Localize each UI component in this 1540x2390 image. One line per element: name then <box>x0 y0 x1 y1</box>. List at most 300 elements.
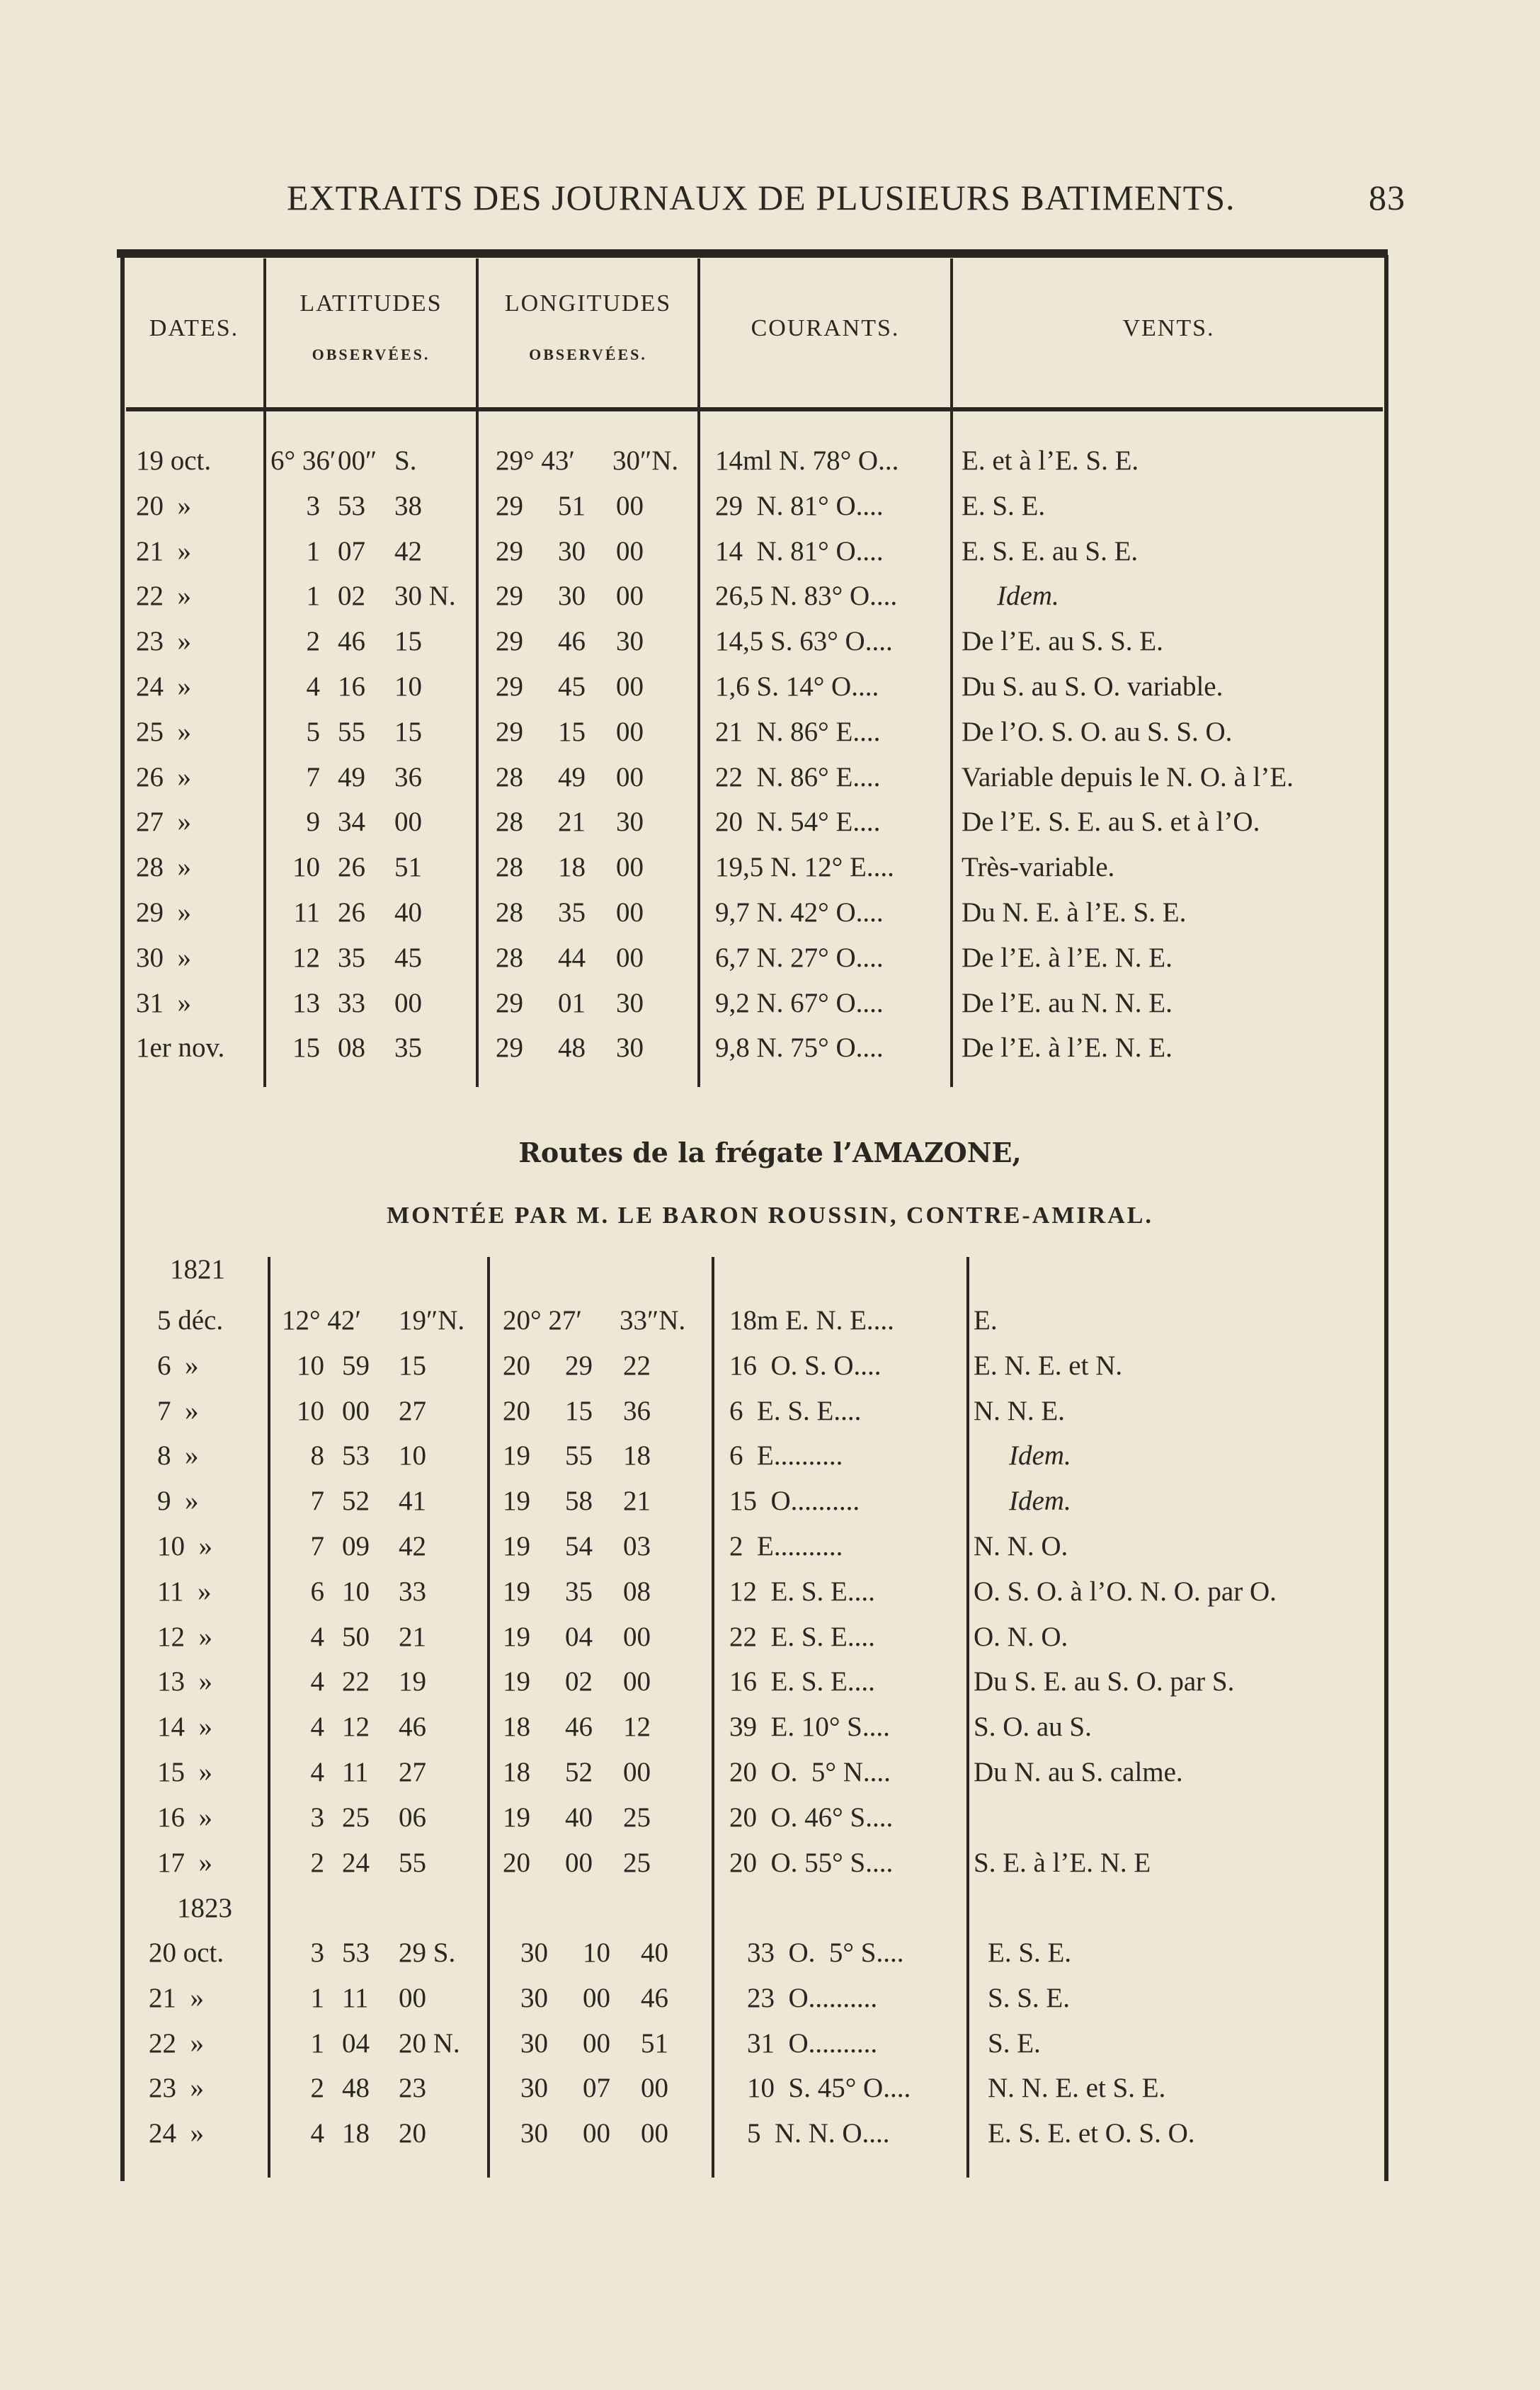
latitude-sec: 20 <box>399 2118 426 2149</box>
longitude-deg: 29 <box>496 671 523 702</box>
table-row <box>0 987 1540 1032</box>
longitude-deg: 20 <box>503 1847 530 1878</box>
vent-cell: De l’E. S. E. au S. et à l’O. <box>962 807 1260 838</box>
table-row <box>0 1485 1540 1530</box>
courant-cell: 22 N. 86° E.... <box>715 761 881 792</box>
latitude-sec: 20 N. <box>399 2027 460 2059</box>
vent-cell: E. <box>974 1305 998 1336</box>
courant-cell: 6,7 N. 27° O.... <box>715 942 884 973</box>
longitude-sec: 30 <box>616 1032 644 1064</box>
longitude-deg: 19 <box>503 1531 530 1561</box>
table-row <box>0 761 1540 806</box>
date-cell: 31 » <box>136 987 191 1018</box>
courant-cell: 14 N. 81° O.... <box>715 535 884 567</box>
courant-cell: 19,5 N. 12° E.... <box>715 852 894 883</box>
longitude-deg: 19 <box>503 1486 530 1517</box>
vent-cell: E. S. E. <box>962 490 1046 521</box>
longitude-deg: 29 <box>496 581 523 612</box>
latitude-deg: 3 <box>310 1937 324 1968</box>
latitude-sec: 42 <box>399 1531 426 1561</box>
longitude-deg: 28 <box>496 897 523 928</box>
vent-cell: Du N. E. à l’E. S. E. <box>962 897 1187 928</box>
latitude-min: 59 <box>342 1350 370 1381</box>
latitude-sec: 41 <box>399 1486 426 1517</box>
latitude-deg-min: 12° 42′ <box>282 1305 361 1336</box>
longitude-sec: 00 <box>623 1757 651 1787</box>
table-row <box>0 445 1540 489</box>
longitude-min: 07 <box>583 2073 610 2104</box>
col-header-courants: COURANTS. <box>751 315 900 341</box>
latitude-deg: 13 <box>292 987 320 1018</box>
table-row <box>0 1576 1540 1620</box>
latitude-sec: 15 <box>394 716 422 747</box>
courant-cell: 31 O.......... <box>747 2027 878 2059</box>
latitude-sec: 51 <box>394 852 422 883</box>
courant-cell: 9,7 N. 42° O.... <box>715 897 884 928</box>
courant-cell: 39 E. 10° S.... <box>729 1712 890 1743</box>
longitude-sec: 00 <box>616 490 644 521</box>
latitude-deg: 1 <box>310 2027 324 2059</box>
page-title: EXTRAITS DES JOURNAUX DE PLUSIEURS BATIMENTS. <box>287 178 1236 217</box>
longitude-deg: 29 <box>496 626 523 657</box>
longitude-sec: 00 <box>616 761 644 792</box>
courant-cell: 20 O. 5° N.... <box>729 1757 891 1787</box>
latitude-deg: 2 <box>306 626 320 657</box>
longitude-min: 18 <box>558 852 586 883</box>
latitude-min: 33 <box>338 987 365 1018</box>
latitude-deg: 4 <box>310 1621 324 1652</box>
vent-cell: De l’O. S. O. au S. S. O. <box>962 716 1233 747</box>
vent-cell: N. N. E. <box>974 1395 1065 1426</box>
vent-cell: E. N. E. et N. <box>974 1350 1123 1381</box>
courant-cell: 6 E.......... <box>729 1440 843 1472</box>
longitude-min: 00 <box>583 2118 610 2149</box>
latitude-deg: 6° 36′ <box>270 445 336 476</box>
longitude-min: 49 <box>558 761 586 792</box>
vent-cell: De l’E. au S. S. E. <box>962 626 1163 657</box>
longitude-deg: 29 <box>496 1032 523 1064</box>
date-cell: 13 » <box>157 1666 212 1697</box>
longitude-deg: 30 <box>520 2027 548 2059</box>
longitude-sec: 21 <box>623 1486 651 1517</box>
vent-cell: Idem. <box>1009 1440 1071 1472</box>
courant-cell: 22 E. S. E.... <box>729 1621 875 1652</box>
latitude-deg: 15 <box>292 1032 320 1064</box>
latitude-deg: 4 <box>306 671 320 702</box>
vent-cell: De l’E. au N. N. E. <box>962 987 1173 1018</box>
table-row <box>0 671 1540 715</box>
latitude-sec: 42 <box>394 535 422 567</box>
date-cell: 22 » <box>136 581 191 612</box>
longitude-sec: 03 <box>623 1531 651 1561</box>
courant-cell: 23 O.......... <box>747 1982 878 2013</box>
courant-cell: 6 E. S. E.... <box>729 1395 862 1426</box>
longitude-sec: 00 <box>616 671 644 702</box>
latitude-sec: 38 <box>394 490 422 521</box>
longitude-deg: 20 <box>503 1395 530 1426</box>
longitude-min: 02 <box>565 1666 593 1697</box>
latitude-deg: 3 <box>310 1802 324 1833</box>
col-header-longitudes: LONGITUDES OBSERVÉES. <box>504 290 672 363</box>
latitude-min: 12 <box>342 1712 370 1743</box>
latitude-sec: 55 <box>399 1847 426 1878</box>
longitude-min: 54 <box>565 1531 593 1561</box>
vent-cell: E. S. E. au S. E. <box>962 535 1139 567</box>
vent-cell: S. S. E. <box>988 1982 1070 2013</box>
latitude-sec: 35 <box>394 1032 422 1064</box>
date-cell: 17 » <box>157 1847 212 1878</box>
latitude-deg: 4 <box>310 1666 324 1697</box>
date-cell: 20 oct. <box>149 1937 224 1968</box>
date-cell: 24 » <box>149 2118 204 2149</box>
table-row <box>0 1350 1540 1394</box>
courant-cell: 15 O.......... <box>729 1486 860 1517</box>
latitude-min: 07 <box>338 535 365 567</box>
courant-cell: 9,8 N. 75° O.... <box>715 1032 884 1064</box>
vent-cell: S. E. <box>988 2027 1041 2059</box>
vent-cell: O. N. O. <box>974 1621 1068 1652</box>
courant-cell: 20 N. 54° E.... <box>715 807 881 838</box>
table-row <box>0 625 1540 670</box>
longitude-sec: 30 <box>616 807 644 838</box>
latitude-sec: 40 <box>394 897 422 928</box>
longitude-deg: 19 <box>503 1802 530 1833</box>
latitude-sec: 27 <box>399 1757 426 1787</box>
latitude-sec: 00 <box>394 987 422 1018</box>
courant-cell: 20 O. 46° S.... <box>729 1802 894 1833</box>
date-cell: 16 » <box>157 1802 212 1833</box>
vent-cell: De l’E. à l’E. N. E. <box>962 1032 1173 1064</box>
longitude-min: 40 <box>565 1802 593 1833</box>
latitude-min: 09 <box>342 1531 370 1561</box>
table-row <box>0 1711 1540 1755</box>
longitude-deg: 29 <box>496 987 523 1018</box>
longitude-sec: 00 <box>623 1666 651 1697</box>
latitude-sec: 19 <box>399 1666 426 1697</box>
longitude-deg: 19 <box>503 1576 530 1607</box>
table-row <box>0 942 1540 986</box>
table-row <box>0 1621 1540 1666</box>
running-header <box>120 177 1405 227</box>
vent-cell: De l’E. à l’E. N. E. <box>962 942 1173 973</box>
courant-cell: 33 O. 5° S.... <box>747 1937 904 1968</box>
latitude-sec: 33 <box>399 1576 426 1607</box>
longitude-sec: 00 <box>641 2118 668 2149</box>
latitude-min: 53 <box>342 1937 370 1968</box>
longitude-min: 01 <box>558 987 586 1018</box>
latitude-min: 48 <box>342 2073 370 2104</box>
latitude-sec: 15 <box>394 626 422 657</box>
longitude-sec: 00 <box>616 581 644 612</box>
table-row <box>0 535 1540 580</box>
latitude-sec: 10 <box>399 1440 426 1472</box>
top-rule <box>117 249 1388 258</box>
date-cell: 21 » <box>136 535 191 567</box>
table-row <box>0 716 1540 761</box>
courant-cell: 16 O. S. O.... <box>729 1350 882 1381</box>
table-row <box>0 2072 1540 2117</box>
latitude-min: 53 <box>338 490 365 521</box>
longitude-deg: 30 <box>520 2118 548 2149</box>
vent-cell: N. N. E. et S. E. <box>988 2073 1166 2104</box>
latitude-sec: 36 <box>394 761 422 792</box>
longitude-deg: 18 <box>503 1712 530 1743</box>
latitude-sec: 30 N. <box>394 581 456 612</box>
longitude-deg: 28 <box>496 807 523 838</box>
longitude-sec: 25 <box>623 1802 651 1833</box>
page-number: 83 <box>1369 178 1405 217</box>
date-cell: 5 déc. <box>157 1305 224 1336</box>
vent-cell: Du S. E. au S. O. par S. <box>974 1666 1235 1697</box>
date-cell: 29 » <box>136 897 191 928</box>
latitude-min: 08 <box>338 1032 365 1064</box>
longitude-deg: 30 <box>520 1982 548 2013</box>
longitude-min: 35 <box>558 897 586 928</box>
courant-cell: 10 S. 45° O.... <box>747 2073 911 2104</box>
vent-cell: Idem. <box>1009 1486 1071 1517</box>
date-cell: 1er nov. <box>136 1032 225 1064</box>
date-cell: 23 » <box>149 2073 204 2104</box>
date-cell: 23 » <box>136 626 191 657</box>
latitude-min: 11 <box>342 1757 369 1787</box>
latitude-deg: 10 <box>292 852 320 883</box>
latitude-min: 16 <box>338 671 365 702</box>
longitude-sec: 22 <box>623 1350 651 1381</box>
latitude-deg: 7 <box>310 1531 324 1561</box>
longitude-sec: 30″N. <box>612 445 679 476</box>
vent-cell: Du N. au S. calme. <box>974 1757 1183 1787</box>
latitude-min: 34 <box>338 807 365 838</box>
table-row <box>0 1802 1540 1846</box>
longitude-min: 46 <box>565 1712 593 1743</box>
longitude-sec: 00 <box>616 897 644 928</box>
date-cell: 27 » <box>136 807 191 838</box>
longitude-min: 35 <box>565 1576 593 1607</box>
courant-cell: 12 E. S. E.... <box>729 1576 875 1607</box>
longitude-min: 29 <box>565 1350 593 1381</box>
latitude-deg: 7 <box>310 1486 324 1517</box>
longitude-deg-min: 20° 27′ <box>503 1305 582 1336</box>
vent-cell: Du S. au S. O. variable. <box>962 671 1224 702</box>
longitude-min: 00 <box>565 1847 593 1878</box>
longitude-min: 15 <box>558 716 586 747</box>
courant-cell: 2 E.......... <box>729 1531 843 1561</box>
latitude-min: 55 <box>338 716 365 747</box>
table-row <box>0 897 1540 941</box>
longitude-deg: 29 <box>496 716 523 747</box>
vent-cell: S. O. au S. <box>974 1712 1092 1743</box>
longitude-deg: 20 <box>503 1350 530 1381</box>
longitude-deg: 19 <box>503 1440 530 1472</box>
vent-cell: E. S. E. <box>988 1937 1072 1968</box>
latitude-deg: 3 <box>306 490 320 521</box>
latitude-sec: 27 <box>399 1395 426 1426</box>
longitude-sec: 00 <box>641 2073 668 2104</box>
date-cell: 10 » <box>157 1531 212 1561</box>
latitude-min: 50 <box>342 1621 370 1652</box>
latitude-min: 24 <box>342 1847 370 1878</box>
latitude-min: 11 <box>342 1982 369 2013</box>
latitude-sec: 23 <box>399 2073 426 2104</box>
courant-cell: 9,2 N. 67° O.... <box>715 987 884 1018</box>
longitude-min: 44 <box>558 942 586 973</box>
longitude-deg: 28 <box>496 942 523 973</box>
table-row <box>0 580 1540 625</box>
courant-cell: 29 N. 81° O.... <box>715 490 884 521</box>
courant-cell: 16 E. S. E.... <box>729 1666 875 1697</box>
longitude-deg-min: 29° 43′ <box>496 445 575 476</box>
table-row <box>0 851 1540 896</box>
date-cell: 28 » <box>136 852 191 883</box>
table-row <box>0 806 1540 850</box>
latitude-min: 53 <box>342 1440 370 1472</box>
year-label: 1823 <box>177 1893 232 1923</box>
latitude-deg: 2 <box>310 2073 324 2104</box>
latitude-sec: 00 <box>399 1982 426 2013</box>
latitude-min: 10 <box>342 1576 370 1607</box>
latitude-min: 18 <box>342 2118 370 2149</box>
vent-cell: O. S. O. à l’O. N. O. par O. <box>974 1576 1277 1607</box>
latitude-min: 46 <box>338 626 365 657</box>
longitude-sec: 08 <box>623 1576 651 1607</box>
header-rule <box>126 407 1383 411</box>
longitude-deg: 28 <box>496 761 523 792</box>
date-cell: 25 » <box>136 716 191 747</box>
date-cell: 12 » <box>157 1621 212 1652</box>
latitude-deg: 7 <box>306 761 320 792</box>
table-row <box>0 1304 1540 1349</box>
latitude-deg: 1 <box>306 535 320 567</box>
date-cell: 30 » <box>136 942 191 973</box>
date-cell: 8 » <box>157 1440 199 1472</box>
latitude-min: 35 <box>338 942 365 973</box>
longitude-deg: 19 <box>503 1621 530 1652</box>
date-cell: 9 » <box>157 1486 199 1517</box>
latitude-min: 00 <box>342 1395 370 1426</box>
longitude-min: 21 <box>558 807 586 838</box>
col-header-dates: DATES. <box>149 315 239 341</box>
longitude-min: 46 <box>558 626 586 657</box>
latitude-deg: 10 <box>297 1350 324 1381</box>
latitude-sec: 00 <box>394 807 422 838</box>
longitude-deg: 30 <box>520 1937 548 1968</box>
date-cell: 21 » <box>149 1982 204 2013</box>
courant-cell: 14ml N. 78° O... <box>715 445 899 476</box>
longitude-min: 30 <box>558 535 586 567</box>
longitude-sec: 18 <box>623 1440 651 1472</box>
latitude-min: 26 <box>338 852 365 883</box>
longitude-min: 45 <box>558 671 586 702</box>
date-cell: 24 » <box>136 671 191 702</box>
longitude-min: 51 <box>558 490 586 521</box>
longitude-min: 30 <box>558 581 586 612</box>
table-row <box>0 490 1540 535</box>
longitude-min: 55 <box>565 1440 593 1472</box>
latitude-min: 04 <box>342 2027 370 2059</box>
latitude-sec: 21 <box>399 1621 426 1652</box>
longitude-sec: 30 <box>616 987 644 1018</box>
latitude-deg: 4 <box>310 1757 324 1787</box>
courant-cell: 18m E. N. E.... <box>729 1305 894 1336</box>
longitude-min: 48 <box>558 1032 586 1064</box>
latitude-deg: 10 <box>297 1395 324 1426</box>
longitude-min: 10 <box>583 1937 610 1968</box>
latitude-deg: 4 <box>310 1712 324 1743</box>
longitude-sec: 30 <box>616 626 644 657</box>
courant-cell: 14,5 S. 63° O.... <box>715 626 893 657</box>
longitude-sec: 36 <box>623 1395 651 1426</box>
longitude-sec: 25 <box>623 1847 651 1878</box>
latitude-min: 02 <box>338 581 365 612</box>
latitude-min: 49 <box>338 761 365 792</box>
date-cell: 26 » <box>136 761 191 792</box>
table-row <box>0 1032 1540 1076</box>
table-row <box>0 2117 1540 2162</box>
courant-cell: 20 O. 55° S.... <box>729 1847 894 1878</box>
vent-cell: Idem. <box>997 581 1059 612</box>
date-cell: 11 » <box>157 1576 212 1607</box>
date-cell: 22 » <box>149 2027 204 2059</box>
latitude-min: 25 <box>342 1802 370 1833</box>
courant-cell: 26,5 N. 83° O.... <box>715 581 898 612</box>
vent-cell: S. E. à l’E. N. E <box>974 1847 1151 1878</box>
year-label: 1821 <box>170 1254 225 1285</box>
date-cell: 6 » <box>157 1350 199 1381</box>
table-row <box>0 2027 1540 2072</box>
date-cell: 14 » <box>157 1712 212 1743</box>
latitude-deg: 5 <box>306 716 320 747</box>
section-title: Routes de la frégate l’AMAZONE, <box>518 1137 1022 1168</box>
latitude-deg: 8 <box>310 1440 324 1472</box>
table-row <box>0 1756 1540 1801</box>
longitude-sec: 00 <box>616 716 644 747</box>
latitude-sec: 10 <box>394 671 422 702</box>
latitude-deg: 9 <box>306 807 320 838</box>
col-header-vents: VENTS. <box>1122 315 1215 341</box>
courant-cell: 5 N. N. O.... <box>747 2118 890 2149</box>
vent-cell: E. et à l’E. S. E. <box>962 445 1139 476</box>
vent-cell: E. S. E. et O. S. O. <box>988 2118 1195 2149</box>
longitude-min: 52 <box>565 1757 593 1787</box>
longitude-sec: 51 <box>641 2027 668 2059</box>
vent-cell: Variable depuis le N. O. à l’E. <box>962 761 1294 792</box>
table-row <box>0 1530 1540 1575</box>
latitude-sec: 19″N. <box>399 1305 465 1336</box>
date-cell: 7 » <box>157 1395 199 1426</box>
vent-cell: Très-variable. <box>962 852 1115 883</box>
longitude-sec: 33″N. <box>620 1305 686 1336</box>
longitude-sec: 40 <box>641 1937 668 1968</box>
longitude-min: 15 <box>565 1395 593 1426</box>
longitude-sec: 00 <box>616 535 644 567</box>
latitude-sec: 15 <box>399 1350 426 1381</box>
latitude-min: 00″ <box>338 445 377 476</box>
longitude-sec: 46 <box>641 1982 668 2013</box>
latitude-sec: S. <box>394 445 417 476</box>
latitude-deg: 1 <box>306 581 320 612</box>
col-header-latitudes: LATITUDES OBSERVÉES. <box>300 290 443 363</box>
latitude-deg: 6 <box>310 1576 324 1607</box>
date-cell: 15 » <box>157 1757 212 1787</box>
latitude-min: 22 <box>342 1666 370 1697</box>
longitude-deg: 19 <box>503 1666 530 1697</box>
longitude-min: 00 <box>583 1982 610 2013</box>
latitude-deg: 1 <box>310 1982 324 2013</box>
longitude-deg: 28 <box>496 852 523 883</box>
table-row <box>0 1440 1540 1484</box>
courant-cell: 1,6 S. 14° O.... <box>715 671 879 702</box>
longitude-min: 58 <box>565 1486 593 1517</box>
